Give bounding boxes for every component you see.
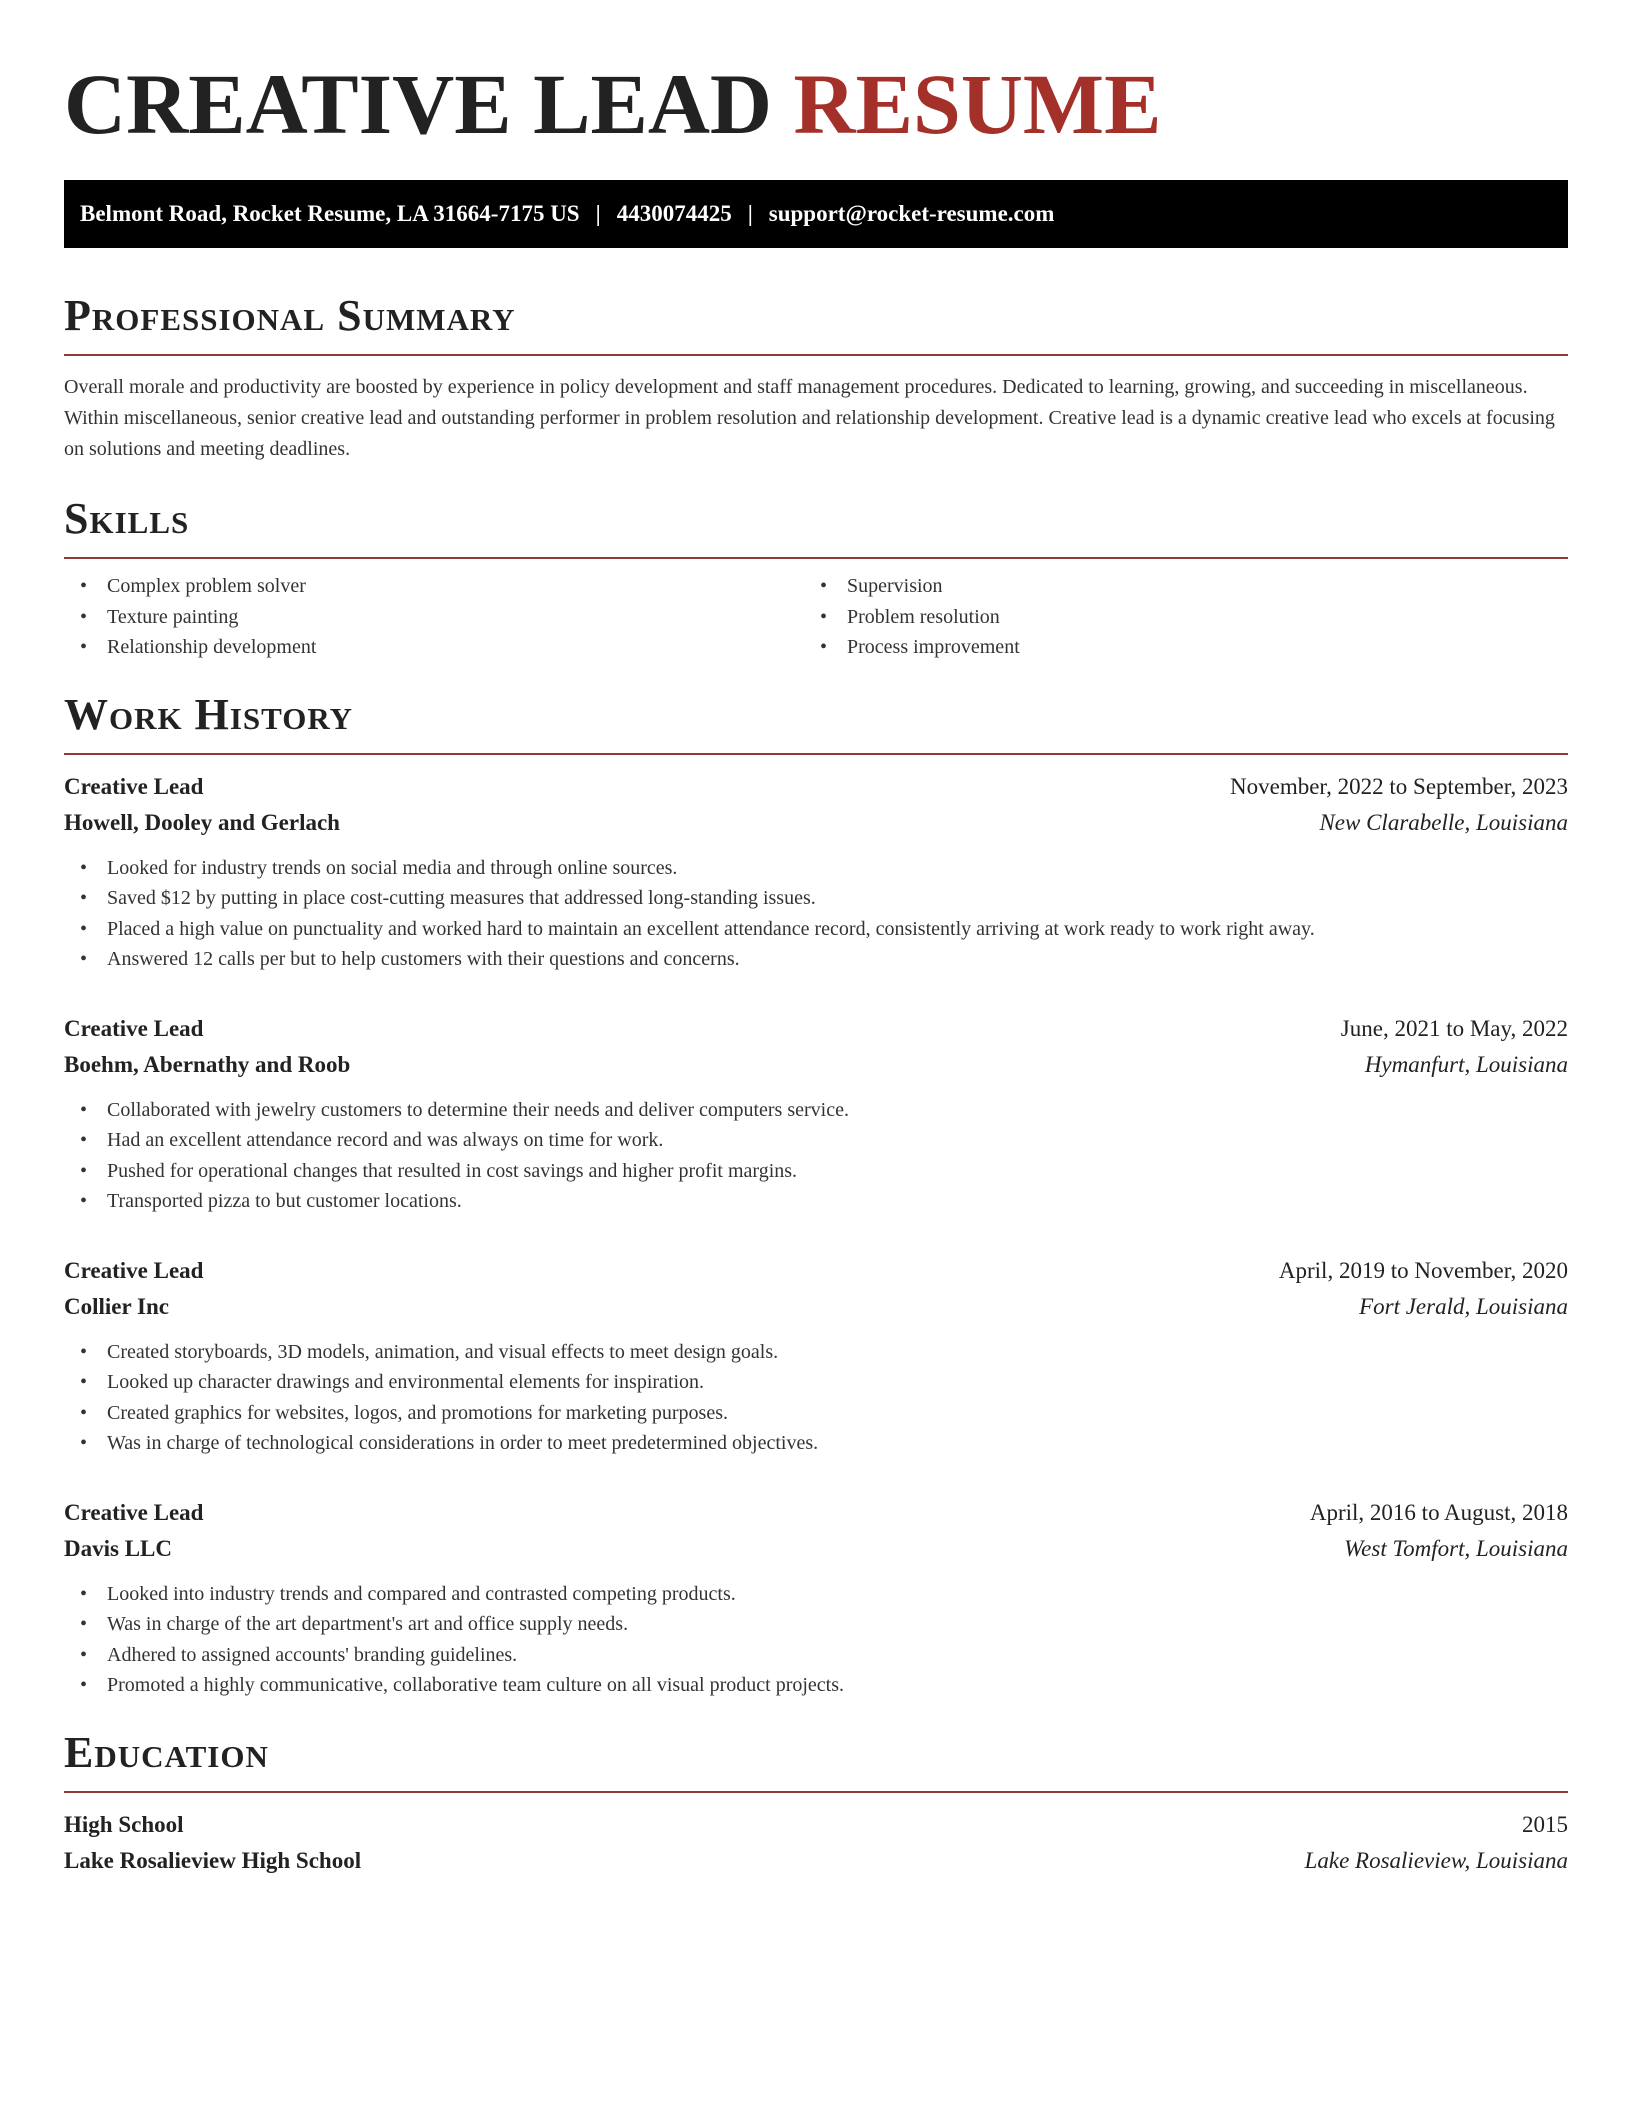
list-item: • Process improvement <box>847 632 1568 663</box>
job-role: Creative Lead <box>64 1499 204 1525</box>
job-role: Creative Lead <box>64 1015 204 1041</box>
section-heading: Professional Summary <box>64 291 516 340</box>
job-company: Boehm, Abernathy and Roob <box>64 1051 351 1077</box>
education-year: 2015 <box>1522 1811 1568 1837</box>
job-bullets <box>64 1579 1568 1701</box>
list-item: • Promoted a highly communicative, collaborative team culture on all visual product projects. <box>107 1670 1568 1701</box>
contact-bar <box>64 180 1568 248</box>
job-entry <box>64 1495 1568 1701</box>
list-item: • Looked for industry trends on social media and through online sources. <box>107 853 1568 884</box>
list-item: • Supervision <box>847 571 1568 602</box>
title-accent: RESUME <box>793 56 1162 152</box>
list-item: • Was in charge of technological considerations in order to meet predetermined objectives. <box>107 1428 1568 1459</box>
job-company: Davis LLC <box>64 1535 172 1561</box>
skills-grid <box>64 571 1568 663</box>
education-school: Lake Rosalieview High School <box>64 1847 362 1873</box>
contact-phone: 4430074425 <box>616 201 732 226</box>
job-entry <box>64 769 1568 975</box>
job-bullets <box>64 1095 1568 1217</box>
list-item: • Adhered to assigned accounts' branding guidelines. <box>107 1640 1568 1671</box>
work-section <box>64 691 1568 1701</box>
list-item: • Transported pizza to but customer locations. <box>107 1186 1568 1217</box>
skills-list-right <box>804 571 1568 663</box>
contact-address: Belmont Road, Rocket Resume, LA 31664-7175 US <box>80 201 580 226</box>
job-role: Creative Lead <box>64 1257 204 1283</box>
section-divider <box>64 354 1568 356</box>
list-item: • Problem resolution <box>847 602 1568 633</box>
section-heading: Education <box>64 1727 269 1777</box>
list-item: • Texture painting <box>107 602 804 633</box>
job-role: Creative Lead <box>64 773 204 799</box>
job-bullets <box>64 1337 1568 1459</box>
job-company: Howell, Dooley and Gerlach <box>64 809 340 835</box>
list-item: • Was in charge of the art department's art and office supply needs. <box>107 1609 1568 1640</box>
list-item: • Collaborated with jewelry customers to determine their needs and deliver computers service. <box>107 1095 1568 1126</box>
job-entry <box>64 1011 1568 1217</box>
section-heading: Work History <box>64 689 354 739</box>
list-item: • Created storyboards, 3D models, animation, and visual effects to meet design goals. <box>107 1337 1568 1368</box>
skills-list-left <box>64 571 804 663</box>
section-heading: Skills <box>64 494 190 543</box>
contact-separator: | <box>747 201 753 226</box>
job-dates: April, 2016 to August, 2018 <box>1309 1499 1568 1525</box>
job-location: New Clarabelle, Louisiana <box>1319 809 1568 835</box>
title-main: CREATIVE LEAD <box>64 56 773 152</box>
job-dates: June, 2021 to May, 2022 <box>1340 1015 1568 1041</box>
skills-section <box>64 495 1568 663</box>
job-company: Collier Inc <box>64 1293 169 1319</box>
section-divider <box>64 753 1568 755</box>
contact-email: support@rocket-resume.com <box>768 201 1055 226</box>
summary-text: Overall morale and productivity are boosted by experience in policy development and staff management procedures. Dedicated to learning, growing, and succeeding in miscellaneous. Within miscellaneous, senior creative lead and outstanding performer in problem resolution and relationship development. Creative lead is a dynamic creative lead who excels at focusing on solutions and meeting deadlines. <box>64 376 1555 460</box>
resume-title <box>64 56 1568 152</box>
job-location: Fort Jerald, Louisiana <box>1359 1293 1568 1319</box>
summary-section <box>64 292 1568 465</box>
list-item: • Answered 12 calls per but to help customers with their questions and concerns. <box>107 944 1568 975</box>
list-item: • Looked into industry trends and compared and contrasted competing products. <box>107 1579 1568 1610</box>
education-location: Lake Rosalieview, Louisiana <box>1304 1847 1568 1873</box>
job-location: West Tomfort, Louisiana <box>1344 1535 1568 1561</box>
list-item: • Looked up character drawings and environmental elements for inspiration. <box>107 1367 1568 1398</box>
list-item: • Saved $12 by putting in place cost-cutting measures that addressed long-standing issues. <box>107 883 1568 914</box>
list-item: • Relationship development <box>107 632 804 663</box>
job-dates: November, 2022 to September, 2023 <box>1230 773 1568 799</box>
list-item: • Placed a high value on punctuality and worked hard to maintain an excellent attendance record, consistently arriving at work ready to work right away. <box>107 914 1568 945</box>
job-location: Hymanfurt, Louisiana <box>1364 1051 1568 1077</box>
job-dates: April, 2019 to November, 2020 <box>1278 1257 1568 1283</box>
contact-separator: | <box>595 201 601 226</box>
list-item: • Complex problem solver <box>107 571 804 602</box>
list-item: • Pushed for operational changes that resulted in cost savings and higher profit margins. <box>107 1156 1568 1187</box>
list-item: • Had an excellent attendance record and was always on time for work. <box>107 1125 1568 1156</box>
section-divider <box>64 1791 1568 1793</box>
job-entry <box>64 1253 1568 1459</box>
education-degree: High School <box>64 1811 184 1837</box>
list-item: • Created graphics for websites, logos, and promotions for marketing purposes. <box>107 1398 1568 1429</box>
education-section <box>64 1729 1568 1879</box>
job-bullets <box>64 853 1568 975</box>
section-divider <box>64 557 1568 559</box>
